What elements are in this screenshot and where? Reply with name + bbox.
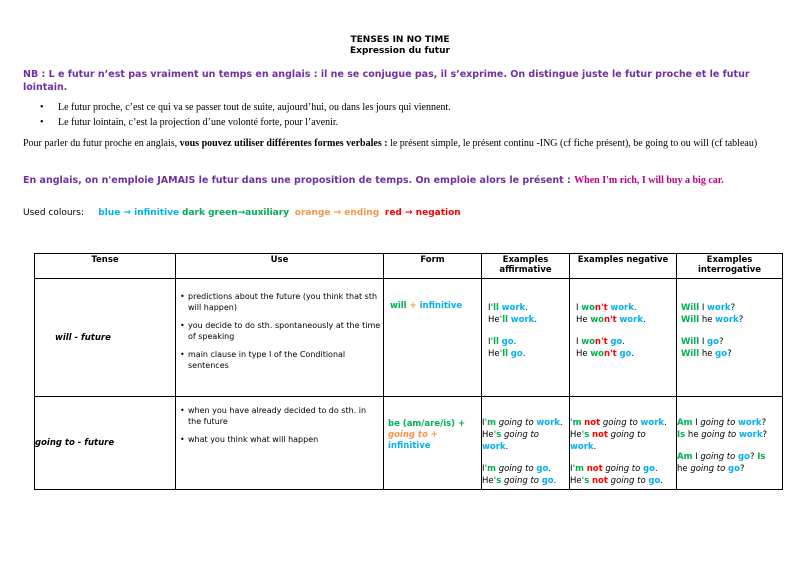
list-item: • Le futur proche, c’est ce qui va se passer tout de suite, aujourd’hui, ou dans les jours qui viennent. [40,100,451,115]
header-negative: Examples negative [570,254,677,279]
tense-cell: going to - future [35,397,176,490]
legend-green: dark green→auxiliary [182,208,290,218]
form-infinitive: infinitive [419,301,463,311]
bullet-list [40,100,451,130]
affirmative-cell: I'm going to work. He's going to work. I'm going to go. He's going to go. [482,397,570,490]
paragraph-lead: Pour parler du futur proche en anglais, [23,138,180,149]
interrogative-cell: Am I going to work? Is he going to work? Am I going to go? Is he going to go? [677,397,783,490]
paragraph-rest: le présent simple, le présent continu -ING (cf fiche présent), be going to ou will (cf tableau) [387,138,758,149]
paragraph-bold: vous pouvez utiliser différentes formes verbales : [179,138,388,149]
legend-blue: blue → infinitive [98,208,180,218]
negative-cell: I won't work. He won't work. I won't go. He won't go. [570,279,677,397]
list-item: • Le futur lointain, c’est la projection d’une volonté forte, pour l’avenir. [40,115,451,130]
paragraph [23,137,778,151]
nb-note: NB : L e futur n’est pas vraiment un temps en anglais : il ne se conjugue pas, il s’exprime. On distingue juste le futur proche et le futur lointain. [23,69,750,93]
subtitle: Expression du futur [350,46,450,56]
use-cell [176,397,384,490]
affirmative-cell: I'll work. He'll work. I'll go. He'll go. [482,279,570,397]
use-item: • when you have already decided to do sth. in the future [178,405,381,427]
legend-red: red → negation [384,208,461,218]
tense-table [34,253,783,490]
interrogative-cell: Will I work? Will he work? Will I go? Will he go? [677,279,783,397]
use-item: • main clause in type I of the Conditional sentences [178,349,381,371]
title: TENSES IN NO TIME [350,35,450,45]
form-infinitive: infinitive [388,441,431,451]
form-plus: + [406,301,420,311]
document-title [0,35,800,57]
colour-legend [23,208,461,218]
table-row [35,279,783,397]
header-form: Form [384,254,482,279]
use-item: • predictions about the future (you think that sth will happen) [178,291,381,313]
colour-legend-label: Used colours: [23,208,84,218]
legend-orange: orange → ending [294,208,380,218]
header-interrogative: Examples interrogative [677,254,783,279]
form-ending: going to + [388,430,438,440]
form-auxiliary: will [390,301,407,311]
use-item: • what you think what will happen [178,434,381,445]
table-header-row [35,254,783,279]
rule-text: En anglais, on n'emploie JAMAIS le futur dans une proposition de temps. On emploie alors le présent : [23,175,575,186]
rule-line [23,175,783,186]
form-cell [384,397,482,490]
form-cell [384,279,482,397]
header-tense: Tense [35,254,176,279]
table-row [35,397,783,490]
form-auxiliary: be (am/are/is) + [388,419,466,429]
tense-cell: will - future [35,279,176,397]
header-affirmative: Examples affirmative [482,254,570,279]
use-item: • you decide to do sth. spontaneously at the time of speaking [178,320,381,342]
rule-example: When I'm rich, I will buy a big car. [574,175,724,186]
negative-cell: 'm not going to work. He's not going to work. I'm not going to go. He's not going to go. [570,397,677,490]
header-use: Use [176,254,384,279]
use-cell [176,279,384,397]
